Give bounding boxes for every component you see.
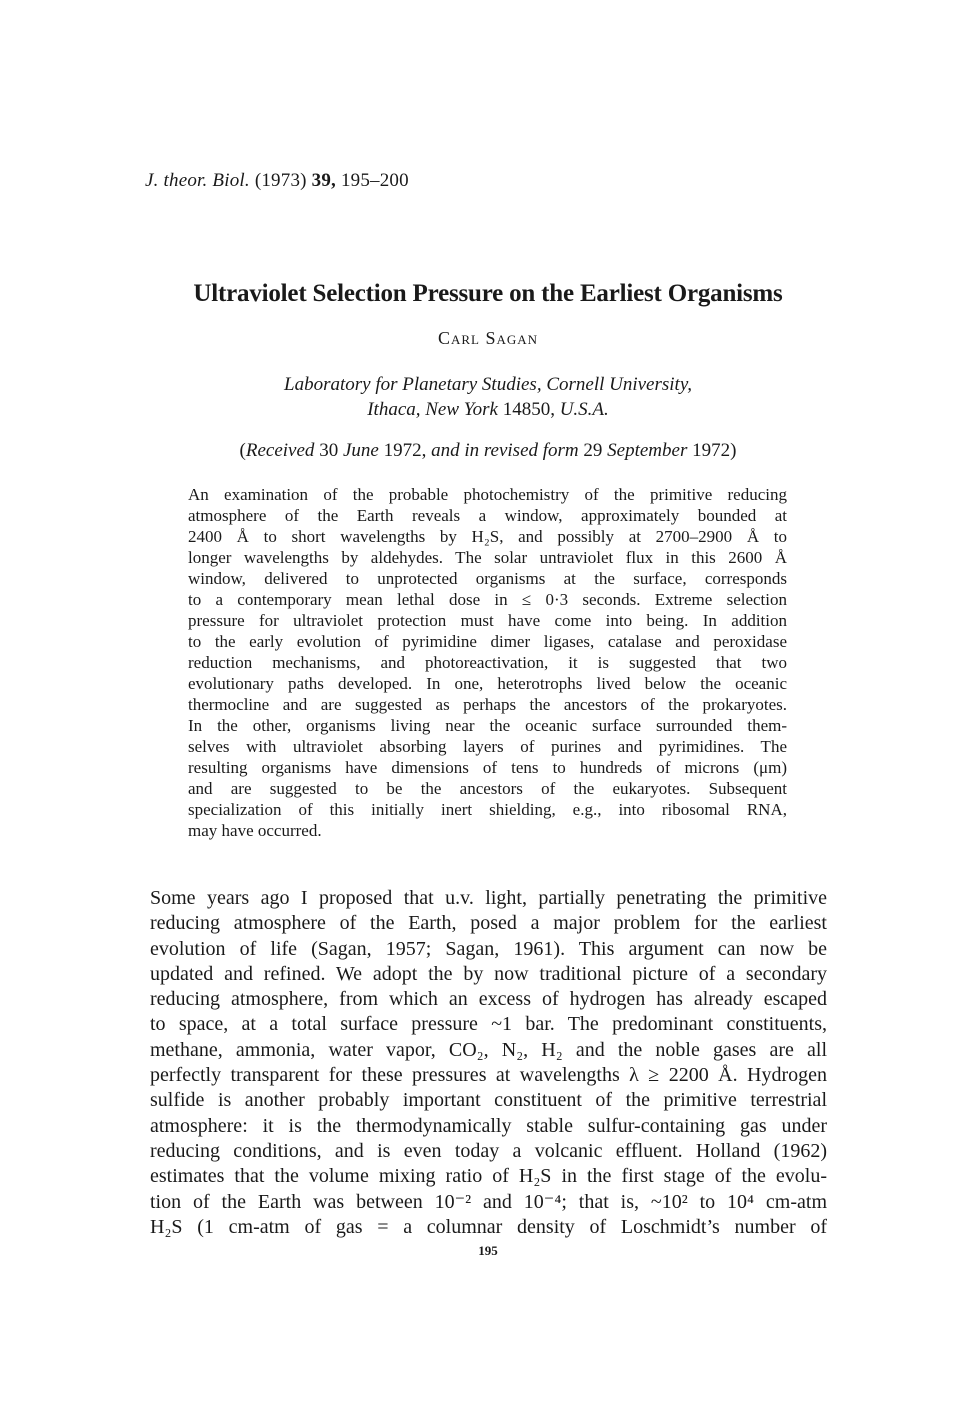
abstract-line: to a contemporary mean lethal dose in ≤ 0·3 seconds. Extreme selection [188, 590, 787, 609]
body-line: perfectly transparent for these pressures at wavelengths λ ≥ 2200 Å. Hydrogen [150, 1064, 827, 1087]
body-line: evolution of life (Sagan, 1957; Sagan, 1961). This argument can now be [150, 937, 827, 960]
abstract-line: resulting organisms have dimensions of tens to hundreds of microns (μm) [188, 758, 787, 777]
body-line: tion of the Earth was between 10⁻² and 10⁻⁴; that is, ~10² to 10⁴ cm-atm [150, 1190, 827, 1213]
body-line: H₂S (1 cm-atm of gas = a columnar density of Loschmidt’s number of [150, 1215, 827, 1238]
abstract-line: specialization of this initially inert shielding, e.g., into ribosomal RNA, [188, 800, 787, 819]
abstract-line: to the early evolution of pyrimidine dimer ligases, catalase and peroxidase [188, 632, 787, 651]
abstract-line: reduction mechanisms, and photoreactivation, it is suggested that two [188, 653, 787, 672]
body-line: to space, at a total surface pressure ~1 bar. The predominant constituents, [150, 1013, 827, 1036]
paper-title: Ultraviolet Selection Pressure on the Earliest Organisms [193, 280, 783, 307]
abstract-line: longer wavelengths by aldehydes. The solar untraviolet flux in this 2600 Å [188, 548, 787, 567]
journal-year: (1973) [254, 170, 307, 191]
body-line: reducing conditions, and is even today a volcanic effluent. Holland (1962) [150, 1139, 827, 1162]
journal-citation [145, 170, 409, 192]
body-line: atmosphere: it is the thermodynamically stable sulfur-containing gas under [150, 1114, 827, 1137]
affiliation-line-1: Laboratory for Planetary Studies, Cornell University, [284, 374, 692, 395]
author-affiliation [0, 372, 976, 422]
author-name: Carl Sagan [437, 328, 539, 348]
journal-pages: 195–200 [340, 170, 409, 191]
abstract-line: thermocline and are suggested as perhaps the ancestors of the prokaryotes. [188, 695, 787, 714]
journal-volume: 39, [311, 170, 336, 191]
abstract-line: window, delivered to unprotected organisms at the surface, corresponds [188, 569, 787, 588]
abstract-line: In the other, organisms living near the oceanic surface surrounded them- [188, 716, 787, 735]
body-line: updated and refined. We adopt the by now traditional picture of a secondary [150, 962, 827, 985]
abstract-line: 2400 Å to short wavelengths by H₂S, and possibly at 2700–2900 Å to [188, 527, 787, 546]
abstract-line: pressure for ultraviolet protection must have come into being. In addition [188, 611, 787, 630]
received-dates: (Received 30 June 1972, and in revised form 29 September 1972) [239, 440, 737, 461]
abstract-line: evolutionary paths developed. In one, heterotrophs lived below the oceanic [188, 674, 787, 693]
abstract-line: atmosphere of the Earth reveals a window, approximately bounded at [188, 506, 787, 525]
body-line: reducing atmosphere of the Earth, posed a major problem for the earliest [150, 912, 827, 935]
abstract-line: An examination of the probable photochemistry of the primitive reducing [188, 485, 787, 504]
body-line: estimates that the volume mixing ratio of H₂S in the first stage of the evolu- [150, 1165, 827, 1188]
body-line: Some years ago I proposed that u.v. light, partially penetrating the primitive [150, 887, 827, 909]
abstract [188, 484, 787, 841]
abstract-line: may have occurred. [188, 821, 322, 840]
body-line: reducing atmosphere, from which an excess of hydrogen has already escaped [150, 988, 827, 1011]
body-line: sulfide is another probably important constituent of the primitive terrestrial [150, 1089, 827, 1112]
abstract-line: selves with ultraviolet absorbing layers of purines and pyrimidines. The [188, 737, 787, 756]
journal-name: J. theor. Biol. [145, 170, 250, 191]
abstract-line: and are suggested to be the ancestors of the eukaryotes. Subsequent [188, 779, 787, 798]
body-paragraph [150, 886, 827, 1240]
affiliation-line-2: Ithaca, New York 14850, U.S.A. [367, 399, 609, 420]
page-number: 195 [478, 1243, 498, 1258]
body-line: methane, ammonia, water vapor, CO₂, N₂, H₂ and the noble gases are all [150, 1038, 827, 1061]
